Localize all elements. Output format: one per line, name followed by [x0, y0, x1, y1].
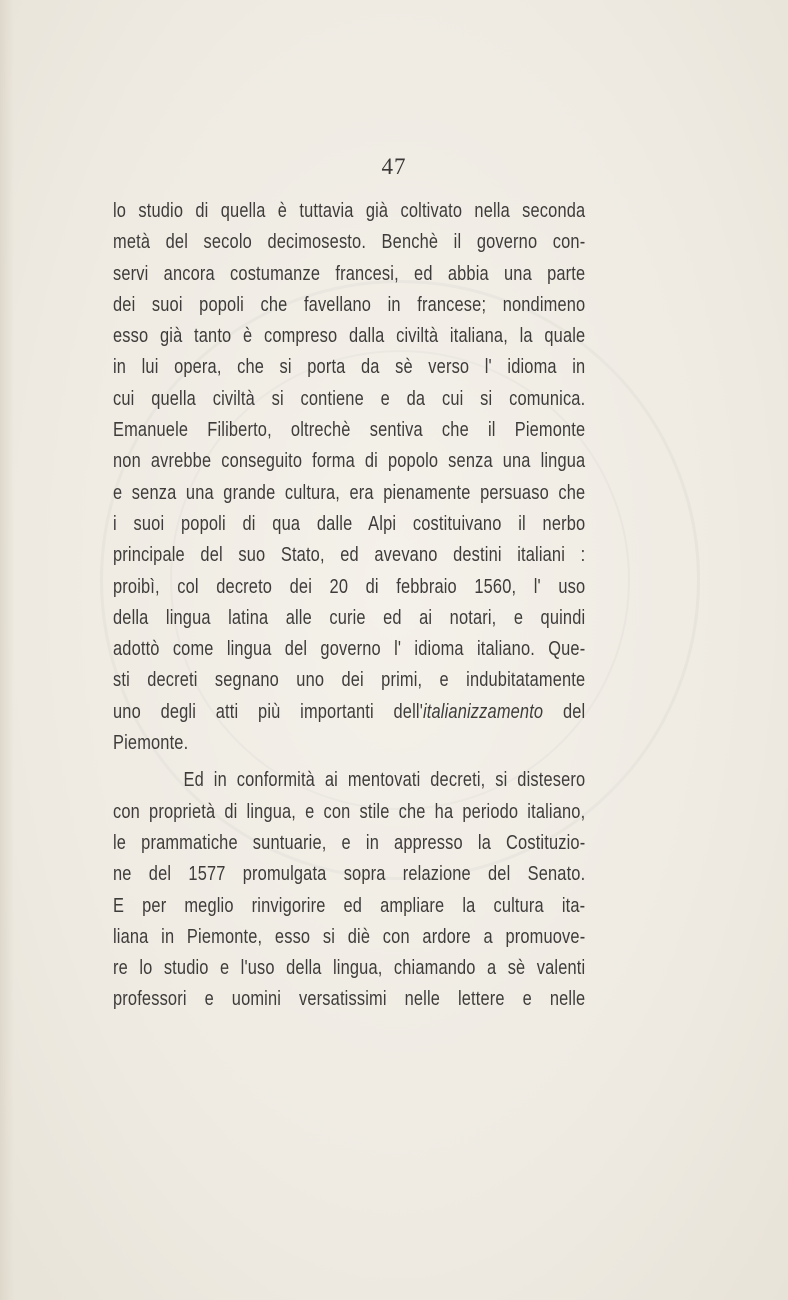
text-line: servi ancora costumanze francesi, ed abbia una parte — [113, 262, 586, 285]
text-line: Piemonte. — [113, 732, 189, 755]
text-line: re lo studio e l'uso della lingua, chiamando a sè valenti — [113, 957, 586, 980]
text-line: le prammatiche suntuarie, e in appresso la Costituzio- — [113, 831, 586, 854]
text-line: Emanuele Filiberto, oltrechè sentiva che il Piemonte — [113, 419, 586, 442]
text-line: i suoi popoli di qua dalle Alpi costituivano il nerbo — [113, 512, 586, 535]
text-line: principale del suo Stato, ed avevano destini italiani : — [113, 544, 586, 567]
text-line: in lui opera, che si porta da sè verso l' idioma in — [113, 356, 586, 379]
text-line: e senza una grande cultura, era pienamente persuaso che — [113, 481, 586, 504]
text-line-with-italic — [113, 697, 585, 728]
text-line: ne del 1577 promulgata sopra relazione del Senato. — [113, 863, 586, 886]
text-line: proibì, col decreto dei 20 di febbraio 1560, l' uso — [113, 575, 586, 598]
text-line: cui quella civiltà si contiene e da cui si comunica. — [113, 387, 586, 410]
page-number: 47 — [381, 154, 407, 179]
text-line: professori e uomini versatissimi nelle lettere e nelle — [113, 988, 586, 1011]
text-line: esso già tanto è compreso dalla civiltà italiana, la quale — [113, 325, 586, 348]
text-segment: del — [543, 700, 586, 723]
text-line: metà del secolo decimosesto. Benchè il governo con- — [113, 231, 586, 254]
text-line: lo studio di quella è tuttavia già coltivato nella seconda — [113, 200, 586, 222]
text-line: liana in Piemonte, esso si diè con ardore a promuove- — [113, 925, 586, 948]
body-text — [113, 196, 585, 1016]
page-gutter-shadow — [0, 0, 14, 1300]
text-segment: uno degli atti più importanti dell' — [113, 700, 423, 723]
text-line: adottò come lingua del governo l' idioma italiano. Que- — [113, 638, 586, 661]
text-line: non avrebbe conseguito forma di popolo senza una lingua — [113, 450, 586, 473]
text-line: con proprietà di lingua, e con stile che ha periodo italiano, — [113, 800, 586, 823]
italic-term: italianizzamento — [422, 700, 544, 723]
text-line: dei suoi popoli che favellano in francese; nondimeno — [113, 293, 586, 316]
text-line: E per meglio rinvigorire ed ampliare la cultura ita- — [113, 894, 586, 917]
text-line: sti decreti segnano uno dei primi, e indubitatamente — [113, 669, 586, 692]
paragraph-first-line: Ed in conformità ai mentovati decreti, si distesero — [183, 769, 586, 792]
text-line: della lingua latina alle curie ed ai notari, e quindi — [113, 606, 586, 629]
